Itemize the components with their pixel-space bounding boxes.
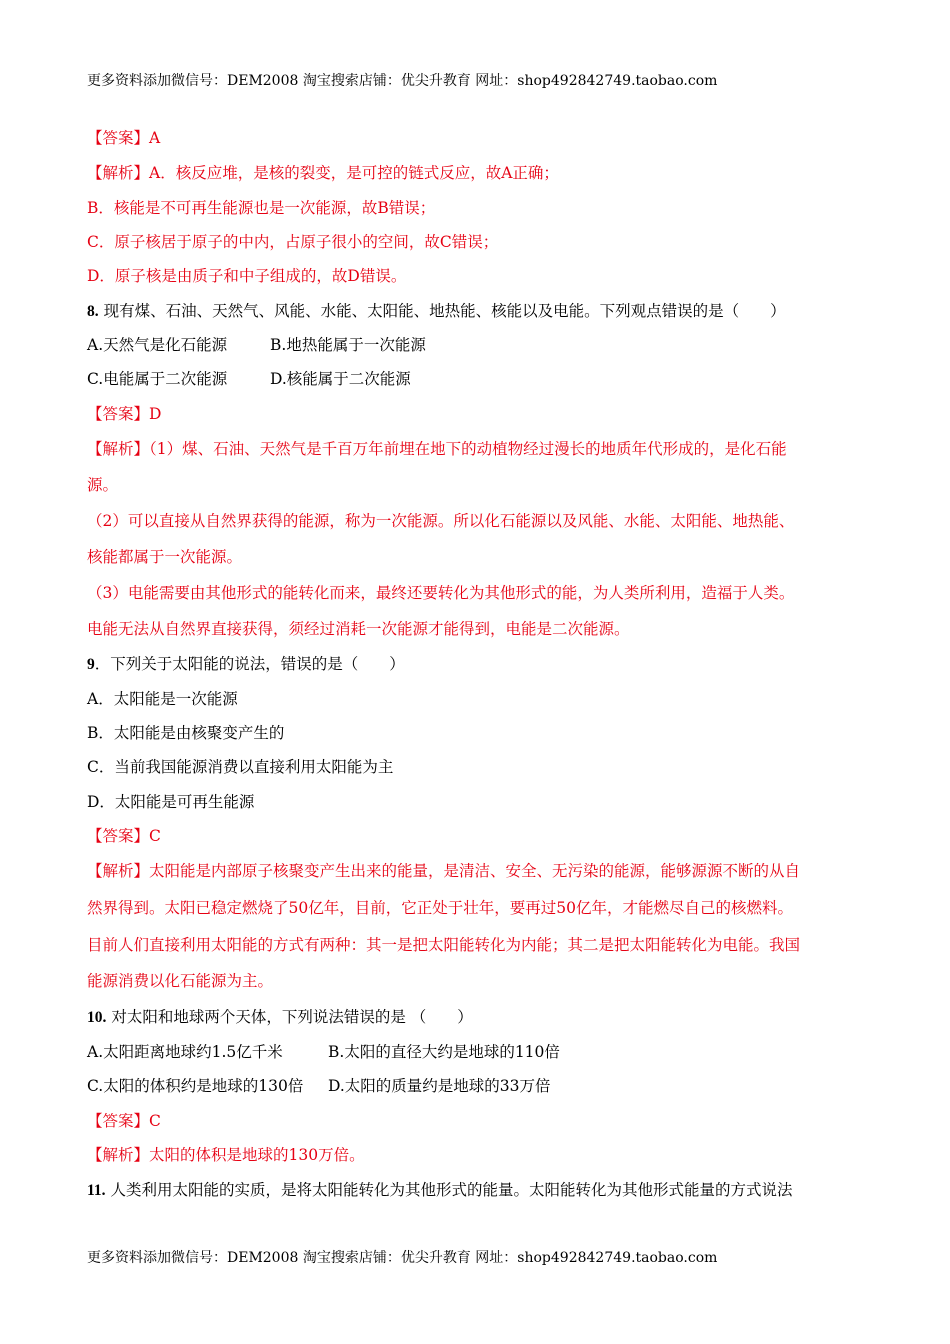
q9-answer: [87, 825, 161, 847]
option: D.太阳的质量约是地球的33万倍: [328, 1077, 551, 1095]
q9-analysis-line: 然界得到。太阳已稳定燃烧了50亿年，目前，它正处于壮年，要再过50亿年，才能燃尽自己的核燃料。: [87, 899, 793, 917]
option: B.太阳的直径大约是地球的110倍: [328, 1043, 560, 1061]
answer-value: C: [149, 1112, 161, 1130]
q11-stem: 11. 人类利用太阳能的实质，是将太阳能转化为其他形式的能量。太阳能转化为其他形式能量的方式说法: [87, 1181, 793, 1199]
q10-stem: 10. 对太阳和地球两个天体，下列说法错误的是 （ ）: [87, 1008, 473, 1026]
q9-option: D．太阳能是可再生能源: [87, 793, 255, 811]
analysis-tag: 【解析】: [87, 164, 150, 182]
option: C.电能属于二次能源: [87, 370, 228, 388]
page-header: 更多资料添加微信号：DEM2008 淘宝搜索店铺：优尖升教育 网址：shop492842749.taobao.com: [87, 73, 718, 89]
q10-answer: [87, 1110, 161, 1132]
q8-options-row: [87, 334, 426, 356]
q7-analysis-line: B．核能是不可再生能源也是一次能源，故B错误；: [87, 199, 436, 217]
question-number: 11.: [87, 1182, 106, 1199]
q9-analysis-line: 能源消费以化石能源为主。: [87, 972, 274, 990]
q10-options-row: [87, 1075, 551, 1097]
option: B.地热能属于一次能源: [270, 336, 426, 354]
option: A.天然气是化石能源: [87, 336, 228, 354]
q9-analysis-line: 目前人们直接利用太阳能的方式有两种：其一是把太阳能转化为内能；其二是把太阳能转化为电能。我国: [87, 936, 801, 954]
q8-analysis-line: 核能都属于一次能源。: [87, 548, 243, 566]
q8-options-row: [87, 368, 411, 390]
q10-options-row: [87, 1041, 560, 1063]
q10-analysis-line: 【解析】太阳的体积是地球的130万倍。: [87, 1146, 365, 1164]
q9-stem: 9．下列关于太阳能的说法，错误的是（ ）: [87, 655, 405, 673]
q9-analysis-line: 【解析】太阳能是内部原子核聚变产生出来的能量，是清洁、安全、无污染的能源，能够源源不断的从自: [87, 862, 801, 880]
answer-value: A: [149, 129, 161, 147]
q8-analysis-line: 【解析】（1）煤、石油、天然气是千百万年前埋在地下的动植物经过漫长的地质年代形成的，是化石能: [87, 440, 787, 458]
answer-value: C: [149, 827, 161, 845]
analysis-tag: 【解析】: [87, 862, 150, 880]
q8-answer: [87, 403, 161, 425]
option: D.核能属于二次能源: [270, 370, 411, 388]
q8-analysis-line: 电能无法从自然界直接获得，须经过消耗一次能源才能得到，电能是二次能源。: [87, 620, 630, 638]
q8-analysis-line: （3）电能需要由其他形式的能转化而来，最终还要转化为其他形式的能，为人类所利用，造福于人类。: [87, 584, 795, 602]
q9-option: C．当前我国能源消费以直接利用太阳能为主: [87, 758, 394, 776]
analysis-tag: 【解析】: [87, 440, 150, 458]
question-number: 8.: [87, 303, 99, 320]
q8-stem: 8. 现有煤、石油、天然气、风能、水能、太阳能、地热能、核能以及电能。下列观点错误的是（ ）: [87, 302, 786, 320]
question-number: 9: [87, 656, 95, 673]
q9-option: A．太阳能是一次能源: [87, 690, 238, 708]
q8-analysis-line: （2）可以直接从自然界获得的能源，称为一次能源。所以化石能源以及风能、水能、太阳能、地热能、: [87, 512, 795, 530]
option: C.太阳的体积约是地球的130倍: [87, 1077, 304, 1095]
q7-analysis-line: D．原子核是由质子和中子组成的，故D错误。: [87, 267, 407, 285]
option: A.太阳距离地球约1.5亿千米: [87, 1043, 283, 1061]
analysis-tag: 【解析】: [87, 1146, 150, 1164]
q8-analysis-line: 源。: [87, 476, 119, 494]
q7-analysis-line: C．原子核居于原子的中内，占原子很小的空间，故C错误；: [87, 233, 499, 251]
q7-answer: [87, 127, 160, 149]
answer-tag: 【答案】: [87, 1112, 150, 1130]
q9-option: B．太阳能是由核聚变产生的: [87, 724, 285, 742]
question-number: 10.: [87, 1009, 107, 1026]
answer-tag: 【答案】: [87, 129, 150, 147]
answer-value: D: [149, 405, 162, 423]
answer-tag: 【答案】: [87, 405, 150, 423]
q7-analysis-line: 【解析】A．核反应堆，是核的裂变，是可控的链式反应，故A正确；: [87, 164, 559, 182]
answer-tag: 【答案】: [87, 827, 150, 845]
page-footer: 更多资料添加微信号：DEM2008 淘宝搜索店铺：优尖升教育 网址：shop492842749.taobao.com: [87, 1250, 718, 1266]
